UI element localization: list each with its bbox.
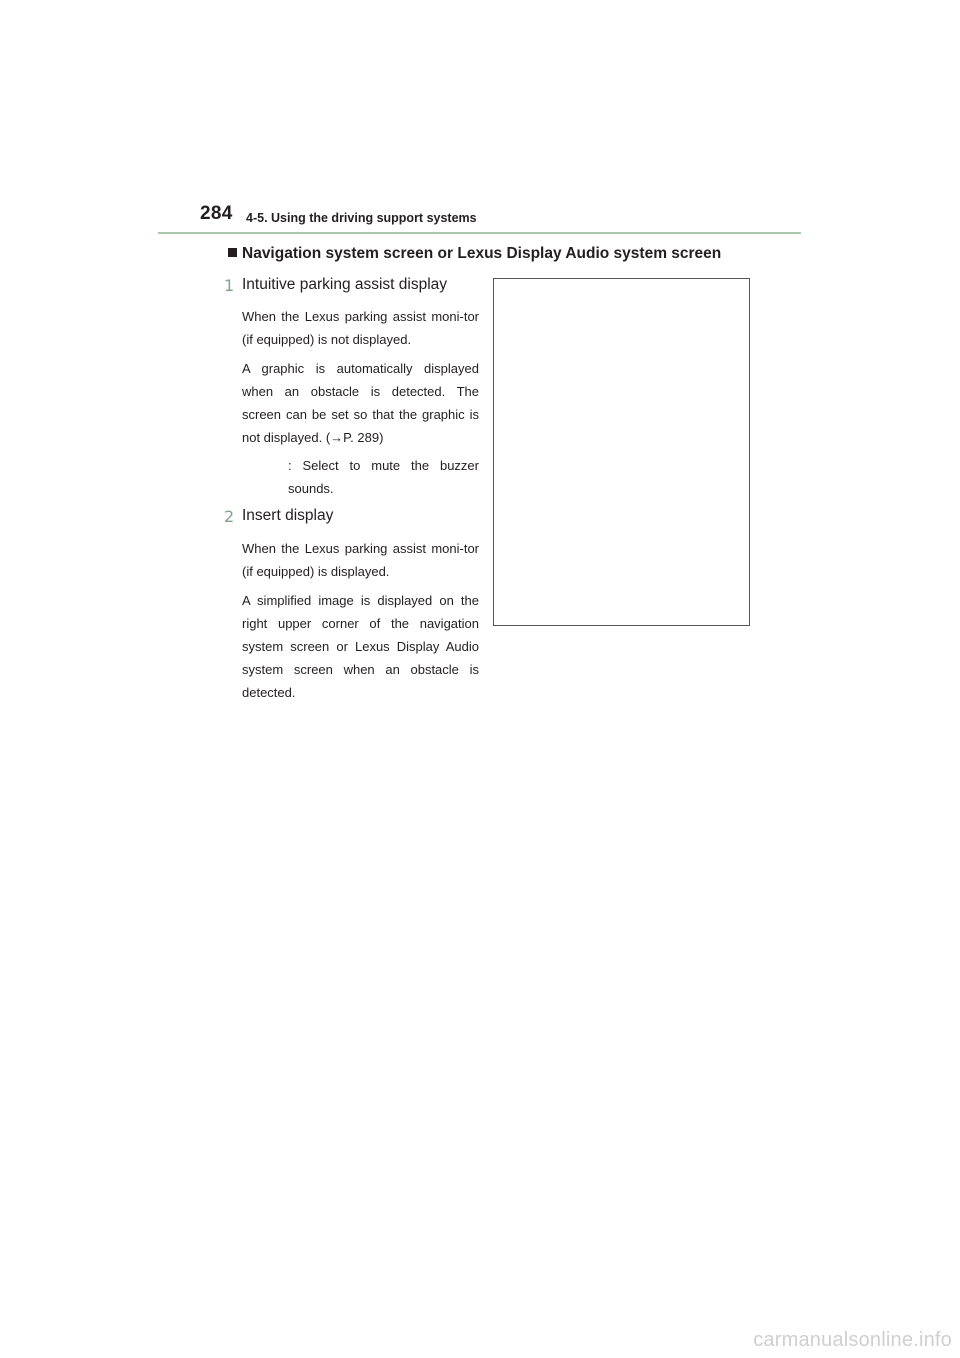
- paragraph: When the Lexus parking assist moni-tor (if equipped) is displayed.: [242, 541, 479, 579]
- figure-placeholder: [493, 278, 750, 626]
- item-heading: Insert display: [242, 507, 334, 524]
- square-bullet-icon: [228, 248, 237, 257]
- paragraph: A simplified image is displayed on the right upper corner of the navigation system screen or Lexus Display Audio system screen when an obstacle is detected.: [242, 593, 479, 700]
- subheading-text: Navigation system screen or Lexus Display Audio system screen: [242, 245, 722, 262]
- item-number-badge: 1: [224, 276, 235, 295]
- header-rule: [158, 232, 801, 234]
- watermark: carmanualsonline.info: [753, 1329, 952, 1351]
- page-number: 284: [200, 203, 233, 224]
- item-number-badge: 2: [224, 507, 235, 526]
- section-title: 4-5. Using the driving support systems: [246, 211, 477, 225]
- paragraph: When the Lexus parking assist moni-tor (if equipped) is not displayed.: [242, 309, 479, 347]
- paragraph: : Select to mute the buzzer sounds.: [288, 458, 479, 496]
- paragraph: A graphic is automatically displayed when an obstacle is detected. The screen can be set so that the graphic is not displayed. (→P. 289): [242, 361, 479, 445]
- subheading: [228, 245, 721, 263]
- item-heading: Intuitive parking assist display: [242, 276, 448, 293]
